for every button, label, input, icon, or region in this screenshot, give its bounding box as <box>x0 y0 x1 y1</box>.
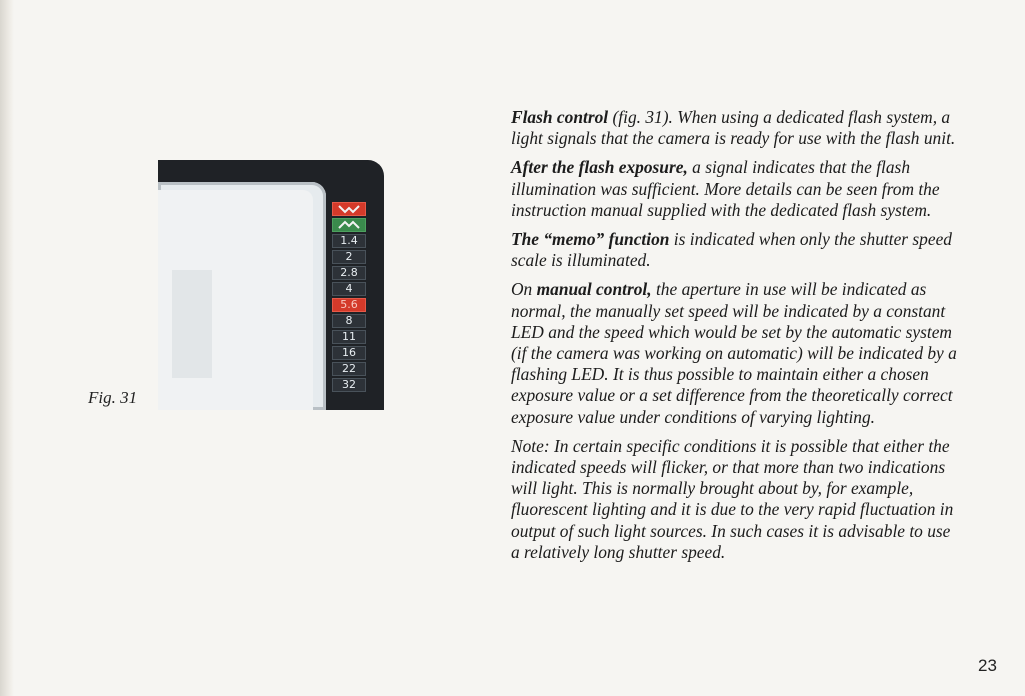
page-gutter <box>0 0 14 696</box>
heading-flash-control: Flash control <box>511 107 609 127</box>
pre-manual: On <box>511 279 537 300</box>
text-memo: is indicated when only the shutter speed scale is illuminated. <box>511 229 952 271</box>
flash-ready-icon <box>338 204 360 214</box>
heading-manual: manual control, <box>536 279 652 300</box>
paragraph-note <box>511 436 963 563</box>
paragraph-memo <box>511 229 963 271</box>
paragraph-after-flash <box>511 157 963 221</box>
paragraph-manual <box>511 279 963 427</box>
viewfinder-illustration <box>158 160 384 410</box>
led-aperture-value: 5.6 <box>332 298 366 312</box>
flash-confirm-icon <box>338 220 360 230</box>
led-flash-ready-icon <box>332 202 366 216</box>
led-aperture-value: 8 <box>332 314 366 328</box>
text-after-flash: a signal indicates that the flash illumination was sufficient. More details can be seen from the instruction manual supplied with the dedicated flash system. <box>511 157 940 220</box>
heading-memo: The “memo” function <box>511 229 670 250</box>
viewfinder-patch <box>172 270 212 378</box>
led-aperture-value: 1.4 <box>332 234 366 248</box>
led-aperture-value: 11 <box>332 330 366 344</box>
figure-caption: Fig. 31 <box>88 388 138 407</box>
led-aperture-value: 2 <box>332 250 366 264</box>
led-flash-confirm-icon <box>332 218 366 232</box>
led-aperture-value: 22 <box>332 362 366 376</box>
text-flash-control: (fig. 31). When using a dedicated flash system, a light signals that the camera is ready for use with the flash unit. <box>511 107 956 149</box>
body-text <box>511 107 963 571</box>
led-scale <box>332 202 366 392</box>
text-note: Note: In certain specific conditions it is possible that either the indicated speeds will flicker, or that more than two indications will light. This is normally brought about by, for example, fluorescent lighting and it is due to the very rapid fluctuation in output of such light sources. In such cases it is advisable to use a relatively long shutter speed. <box>511 435 954 562</box>
led-aperture-value: 32 <box>332 378 366 392</box>
led-aperture-value: 16 <box>332 346 366 360</box>
led-aperture-value: 4 <box>332 282 366 296</box>
page-number: 23 <box>978 656 997 675</box>
heading-after-flash: After the flash exposure, <box>511 157 688 178</box>
text-manual: the aperture in use will be indicated as normal, the manually set speed will be indicated by a constant LED and the speed which would be set by the automatic system (if the camera was working on automatic) will be indicated by a flashing LED. It is thus possible to maintain either a chosen exposure value or a set difference from the theoretically correct exposure value under conditions of varying lighting. <box>511 279 957 427</box>
led-aperture-value: 2.8 <box>332 266 366 280</box>
paragraph-flash-control <box>511 107 963 149</box>
